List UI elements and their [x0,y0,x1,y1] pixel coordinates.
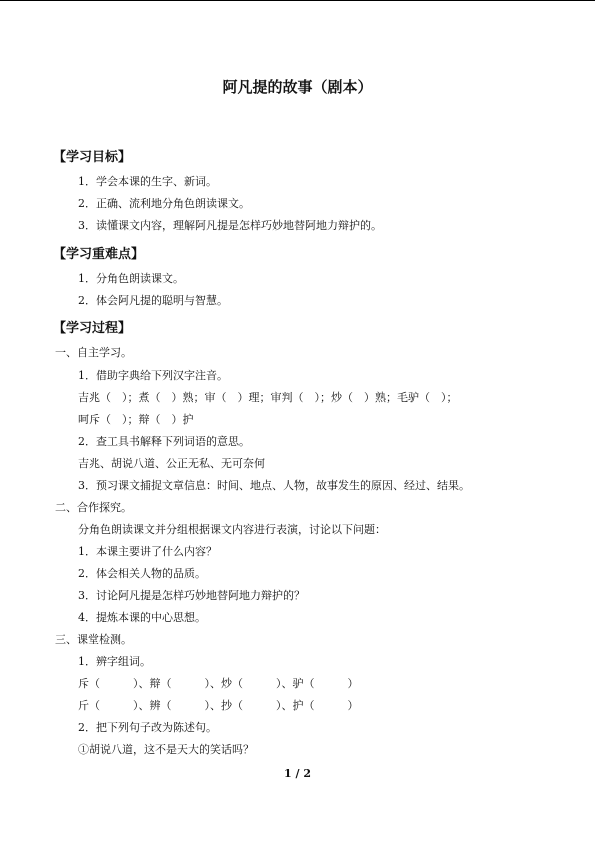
goal-item: 1．学会本课的生字、新词。 [78,175,217,188]
process-line: 1．借助字典给下列汉字注音。 [78,369,228,382]
process-line: 2．把下列句子改为陈述句。 [78,721,217,734]
goal-item: 2．正确、流利地分角色朗读课文。 [78,197,250,210]
question-line: 4．提炼本课的中心思想。 [78,611,206,624]
section-heading-key-points: 【学习重难点】 [53,247,145,262]
process-line: 分角色朗读课文并分组根据课文内容进行表演，讨论以下问题： [78,523,386,536]
goal-item: 3．读懂课文内容，理解阿凡提是怎样巧妙地替阿地力辩护的。 [78,219,382,232]
process-line: 2．查工具书解释下列词语的意思。 [78,435,250,448]
vocabulary-line: 吉兆、胡说八道、公正无私、无可奈何 [78,457,265,470]
question-line: 2．体会相关人物的品质。 [78,567,206,580]
page-number: 1 / 2 [284,767,311,780]
pinyin-fill-line: 吉兆（ ）；煮（ ）熟；审（ ）理；审判（ ）；炒（ ）熟；毛驴（ ）； [78,391,458,404]
section-heading-process: 【学习过程】 [53,321,132,336]
part-title-self-study: 一、自主学习。 [55,346,132,359]
top-rule [0,0,595,1]
word-group-fill-line: 斥（ ）、辩（ ）、炒（ ）、驴（ ） [78,677,359,690]
part-title-cooperation: 二、合作探究。 [55,501,132,514]
page-title: 阿凡提的故事（剧本） [222,78,373,96]
process-line: 1．辨字组词。 [78,655,151,668]
key-point-item: 2．体会阿凡提的聪明与智慧。 [78,294,228,307]
key-point-item: 1．分角色朗读课文。 [78,272,184,285]
process-line: 3．预习课文捕捉文章信息：时间、地点、人物，故事发生的原因、经过、结果。 [78,479,470,492]
section-heading-goals: 【学习目标】 [53,150,132,165]
question-line: 1．本课主要讲了什么内容？ [78,545,217,558]
part-title-classroom-test: 三、课堂检测。 [55,633,132,646]
sentence-item: ①胡说八道，这不是天大的笑话吗？ [78,743,254,756]
question-line: 3．讨论阿凡提是怎样巧妙地替阿地力辩护的？ [78,589,305,602]
pinyin-fill-line: 呵斥（ ）；辩（ ）护 [78,413,194,426]
word-group-fill-line: 斤（ ）、辨（ ）、抄（ ）、护（ ） [78,699,359,712]
